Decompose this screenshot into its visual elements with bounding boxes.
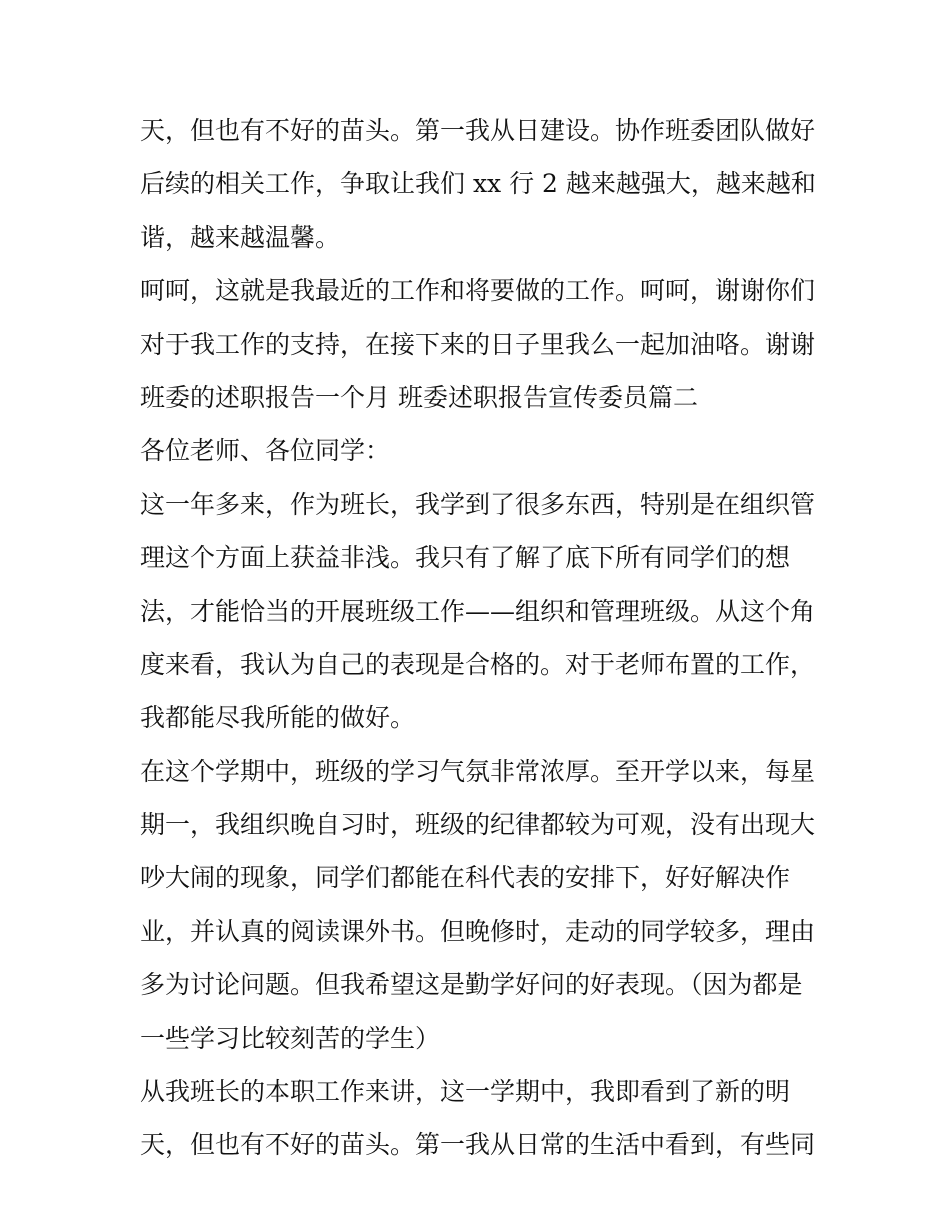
text-line-14: 期一，我组织晚自习时，班级的纪律都较为可观，没有出现大 — [140, 810, 816, 840]
text-line-18: 一些学习比较刻苦的学生） — [140, 1023, 441, 1053]
text-line-8: 这一年多来，作为班长，我学到了很多东西，特别是在组织管 — [140, 489, 816, 519]
text-line-2: 后续的相关工作，争取让我们 xx 行 2 越来越强大，越来越和 — [140, 169, 816, 199]
text-line-9: 理这个方面上获益非浅。我只有了解了底下所有同学们的想 — [140, 543, 791, 573]
text-line-3: 谐，越来越温馨。 — [140, 222, 341, 252]
text-line-1: 天，但也有不好的苗头。第一我从日建设。协作班委团队做好 — [140, 116, 816, 145]
text-line-4: 呵呵，这就是我最近的工作和将要做的工作。呵呵，谢谢你们 — [140, 276, 816, 306]
text-line-10: 法，才能恰当的开展班级工作——组织和管理班级。从这个角 — [140, 596, 816, 626]
text-line-13: 在这个学期中，班级的学习气氛非常浓厚。至开学以来，每星 — [140, 756, 816, 786]
text-line-15: 吵大闹的现象，同学们都能在科代表的安排下，好好解决作 — [140, 863, 791, 893]
text-line-20: 天，但也有不好的苗头。第一我从日常的生活中看到，有些同 — [140, 1130, 816, 1160]
text-line-16: 业，并认真的阅读课外书。但晚修时，走动的同学较多，理由 — [140, 916, 816, 946]
text-line-5: 对于我工作的支持，在接下来的日子里我么一起加油咯。谢谢 — [140, 329, 816, 359]
text-line-12: 我都能尽我所能的做好。 — [140, 703, 416, 733]
text-line-19: 从我班长的本职工作来讲，这一学期中，我即看到了新的明 — [140, 1077, 791, 1107]
section-heading: 班委的述职报告一个月 班委述职报告宣传委员篇二 — [140, 382, 698, 412]
document-body — [140, 104, 820, 1172]
salutation: 各位老师、各位同学： — [140, 436, 391, 466]
text-line-17: 多为讨论问题。但我希望这是勤学好问的好表现。（因为都是 — [140, 970, 803, 1000]
text-line-11: 度来看，我认为自己的表现是合格的。对于老师布置的工作， — [140, 649, 816, 679]
